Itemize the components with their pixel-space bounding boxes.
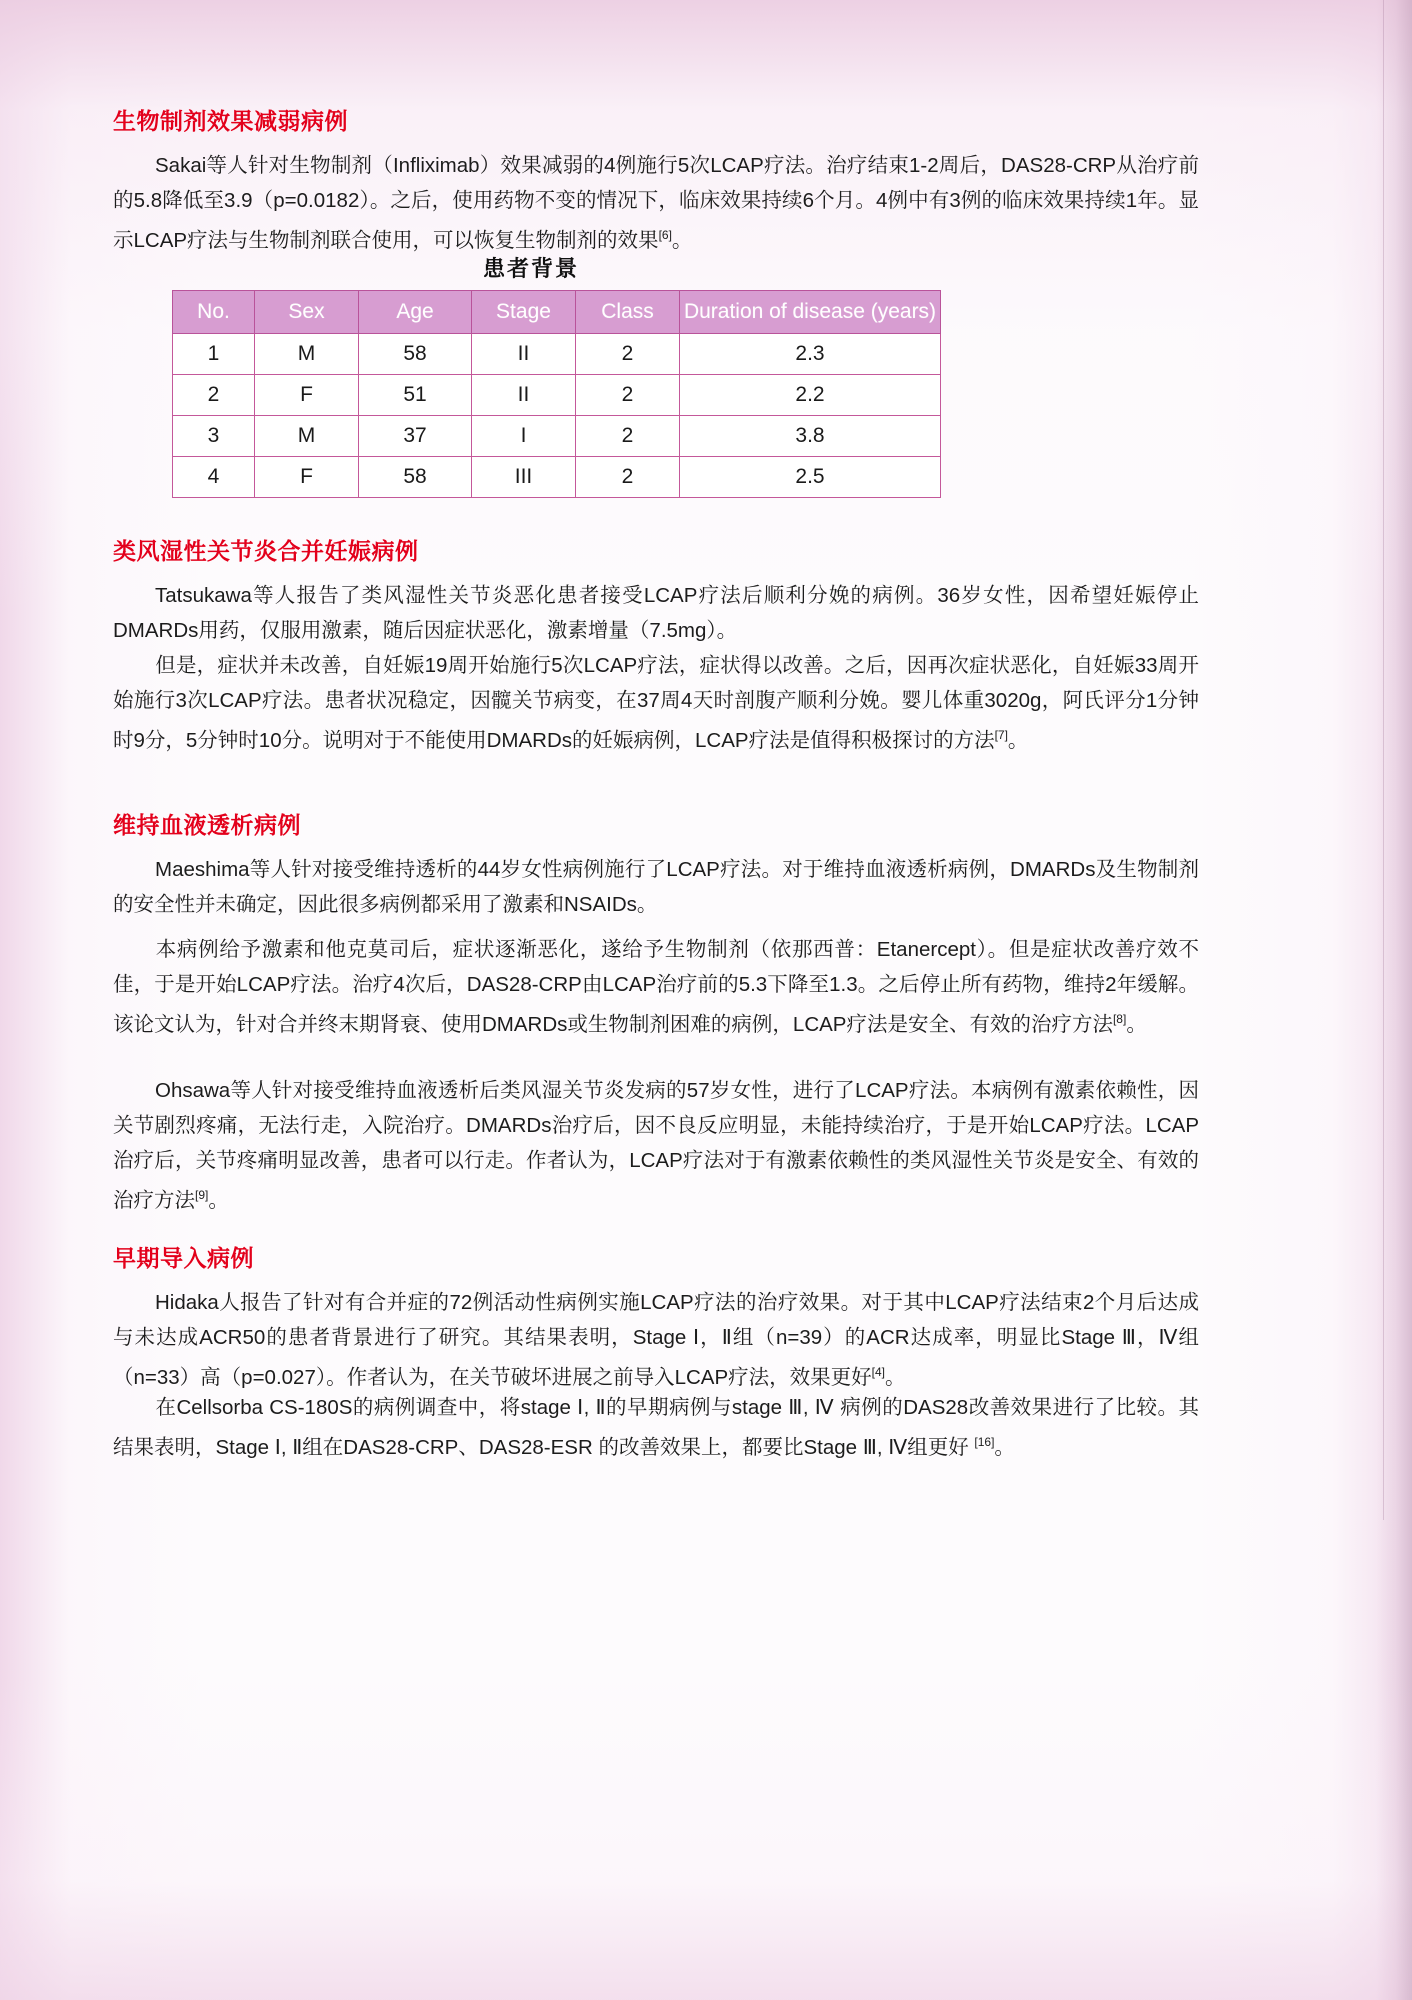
table-row — [173, 416, 941, 457]
table-header-cell: Duration of disease (years) — [680, 291, 941, 334]
table-cell-stage: II — [472, 375, 576, 416]
table-cell-duration: 2.3 — [680, 334, 941, 375]
section-heading-maintenance-dialysis: 维持血液透析病例 — [113, 812, 301, 838]
table-caption-patient-background: 患者背景 — [483, 256, 580, 281]
section-heading-ra-pregnancy: 类风湿性关节炎合并妊娠病例 — [113, 538, 419, 564]
table-cell-class: 2 — [576, 375, 680, 416]
table-row — [173, 375, 941, 416]
paragraph-text: Hidaka人报告了针对有合并症的72例活动性病例实施LCAP疗法的治疗效果。对于其中LCAP疗法结束2个月后达成与未达成ACR50的患者背景进行了研究。其结果表明，Stage Ⅰ，Ⅱ组（n=39）的ACR达成率，明显比Stage Ⅲ，Ⅳ组（n=33）高（p=0.027）。作者认为，在关节破坏进展之前导入LCAP疗法，效果更好[4]。 — [113, 1291, 1199, 1389]
table-cell-no: 2 — [173, 375, 255, 416]
paragraph-text: Tatsukawa等人报告了类风湿性关节炎恶化患者接受LCAP疗法后顺利分娩的病例。36岁女性，因希望妊娠停止DMARDs用药，仅服用激素，随后因症状恶化，激素增量（7.5mg）。 — [113, 584, 1199, 642]
table-header-cell: Stage — [472, 291, 576, 334]
paragraph-text: Maeshima等人针对接受维持透析的44岁女性病例施行了LCAP疗法。对于维持血液透析病例，DMARDs及生物制剂的安全性并未确定，因此很多病例都采用了激素和NSAIDs。 — [113, 858, 1199, 916]
table-cell-sex: F — [255, 375, 359, 416]
table-row — [173, 457, 941, 498]
paragraph-text: Sakai等人针对生物制剂（Infliximab）效果减弱的4例施行5次LCAP疗法。治疗结束1-2周后，DAS28-CRP从治疗前的5.8降低至3.9（p=0.0182）。之后，使用药物不变的情况下，临床效果持续6个月。4例中有3例的临床效果持续1年。显示LCAP疗法与生物制剂联合使用，可以恢复生物制剂的效果[6]。 — [113, 154, 1199, 252]
table-cell-age: 51 — [359, 375, 472, 416]
table-cell-duration: 2.5 — [680, 457, 941, 498]
table-cell-no: 4 — [173, 457, 255, 498]
table-cell-duration: 2.2 — [680, 375, 941, 416]
page-edge-shadow — [1376, 0, 1412, 2000]
table-cell-duration: 3.8 — [680, 416, 941, 457]
page-edge-line — [1383, 0, 1384, 1520]
paragraph-pregnancy-2 — [113, 648, 1199, 758]
table-row — [173, 334, 941, 375]
paragraph-dialysis-3 — [113, 1073, 1199, 1218]
table-header-cell: Age — [359, 291, 472, 334]
table-cell-age: 37 — [359, 416, 472, 457]
paragraph-text: 但是，症状并未改善，自妊娠19周开始施行5次LCAP疗法，症状得以改善。之后，因再次症状恶化，自妊娠33周开始施行3次LCAP疗法。患者状况稳定，因髋关节病变，在37周4天时剖腹产顺利分娩。婴儿体重3020g，阿氏评分1分钟时9分，5分钟时10分。说明对于不能使用DMARDs的妊娠病例，LCAP疗法是值得积极探讨的方法[7]。 — [113, 654, 1199, 752]
paragraph-text: 本病例给予激素和他克莫司后，症状逐渐恶化，遂给予生物制剂（依那西普：Etanercept）。但是症状改善疗效不佳，于是开始LCAP疗法。治疗4次后，DAS28-CRP由LCAP治疗前的5.3下降至1.3。之后停止所有药物，维持2年缓解。该论文认为，针对合并终末期肾衰、使用DMARDs或生物制剂困难的病例，LCAP疗法是安全、有效的治疗方法[8]。 — [113, 938, 1199, 1036]
table-header-cell: Sex — [255, 291, 359, 334]
paragraph-early-1 — [113, 1285, 1199, 1395]
table-cell-class: 2 — [576, 416, 680, 457]
paragraph-dialysis-2 — [113, 932, 1199, 1042]
table-cell-stage: III — [472, 457, 576, 498]
table-cell-sex: F — [255, 457, 359, 498]
paragraph-biologic-1 — [113, 148, 1199, 258]
table-cell-class: 2 — [576, 457, 680, 498]
paragraph-pregnancy-1 — [113, 578, 1199, 648]
paragraph-dialysis-1 — [113, 852, 1199, 922]
paragraph-early-2 — [113, 1390, 1199, 1465]
paragraph-text: 在Cellsorba CS-180S的病例调查中，将stage Ⅰ, Ⅱ的早期病例与stage Ⅲ, Ⅳ 病例的DAS28改善效果进行了比较。其结果表明，Stage Ⅰ, Ⅱ组在DAS28-CRP、DAS28-ESR 的改善效果上，都要比Stage Ⅲ, Ⅳ组更好 [16]。 — [113, 1396, 1199, 1459]
patient-background-table — [172, 290, 941, 498]
table-cell-age: 58 — [359, 334, 472, 375]
table-cell-age: 58 — [359, 457, 472, 498]
table-cell-sex: M — [255, 334, 359, 375]
table-header-cell: No. — [173, 291, 255, 334]
section-heading-biologic-attenuated: 生物制剂效果减弱病例 — [113, 108, 348, 134]
table-cell-class: 2 — [576, 334, 680, 375]
table-header-cell: Class — [576, 291, 680, 334]
section-heading-early-introduction: 早期导入病例 — [113, 1245, 254, 1271]
table-cell-stage: II — [472, 334, 576, 375]
table-cell-stage: I — [472, 416, 576, 457]
paragraph-text: Ohsawa等人针对接受维持血液透析后类风湿关节炎发病的57岁女性，进行了LCAP疗法。本病例有激素依赖性，因关节剧烈疼痛，无法行走，入院治疗。DMARDs治疗后，因不良反应明显，未能持续治疗，于是开始LCAP疗法。LCAP治疗后，关节疼痛明显改善，患者可以行走。作者认为，LCAP疗法对于有激素依赖性的类风湿性关节炎是安全、有效的治疗方法[9]。 — [113, 1079, 1199, 1212]
table-cell-no: 3 — [173, 416, 255, 457]
table-cell-no: 1 — [173, 334, 255, 375]
table-cell-sex: M — [255, 416, 359, 457]
table-header-row — [173, 291, 941, 334]
